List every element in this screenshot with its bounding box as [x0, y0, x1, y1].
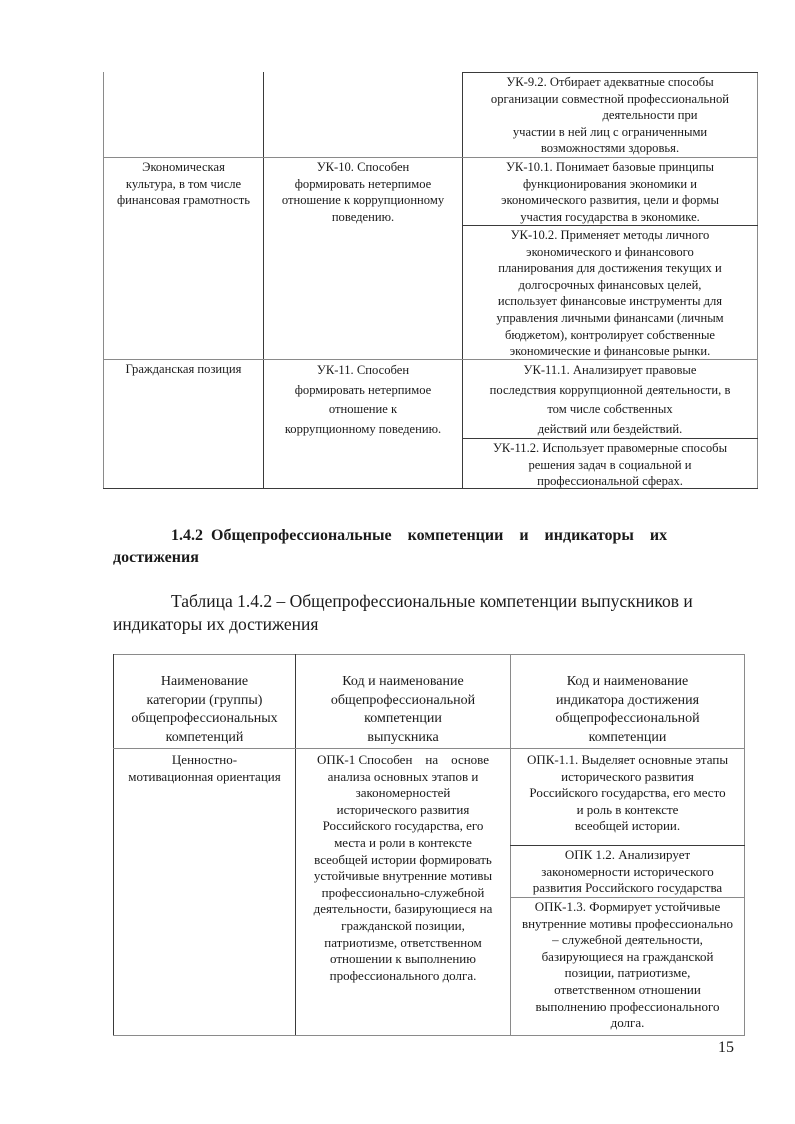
cell-text: УК-10. Способен — [316, 160, 410, 174]
cell-text: деятельности, базирующиеся на — [313, 901, 493, 917]
cell-text: том числе собственных — [547, 402, 673, 416]
cell-text: Российского государства, его — [322, 818, 484, 834]
caption-text: Таблица 1.4.2 – Общепрофессиональные компетенции выпускников и — [171, 591, 693, 611]
category-cell — [114, 751, 295, 785]
cell-text: экономические и финансовые рынки. — [509, 344, 711, 359]
competence-cell — [264, 158, 462, 225]
table-border-top — [113, 654, 745, 655]
cell-text: всеобщей истории формировать — [314, 851, 492, 867]
cell-text: отношении к выполнению — [330, 951, 476, 967]
cell-text: патриотизме, ответственном — [324, 934, 482, 950]
cell-text: УК-10.2. Применяет методы личного — [510, 228, 710, 242]
section-heading — [113, 525, 735, 569]
category-cell — [104, 360, 263, 378]
cell-text: формировать нетерпимое — [294, 382, 432, 397]
cell-text: участии в ней лиц с ограниченными — [512, 124, 708, 139]
cell-text: Экономическая — [142, 160, 225, 174]
cell-text: экономического развития, цели и формы — [501, 193, 719, 208]
cell-text: места и роли в контексте — [334, 834, 472, 850]
cell-text: гражданской позиции, — [341, 917, 465, 933]
cell-text: Российского государства, его место — [529, 785, 726, 801]
cell-text: УК-10.1. Понимает базовые принципы — [506, 160, 714, 174]
header-text: компетенции — [364, 711, 442, 726]
cell-text: УК-9.2. Отбирает адекватные способы — [506, 75, 714, 89]
header-text: Код и наименование — [566, 674, 689, 689]
cell-text: решения задач в социальной и — [528, 457, 692, 472]
cell-text: ОПК-1.3. Формирует устойчивые — [534, 899, 721, 914]
cell-text: анализа основных этапов и — [327, 768, 479, 784]
cell-text: и роль в контексте — [576, 801, 679, 817]
header-text: общепрофессиональной — [330, 692, 476, 708]
column-header — [296, 672, 510, 747]
cell-text: Гражданская позиция — [125, 362, 242, 376]
cell-text: экономического и финансового — [526, 244, 694, 259]
cell-text: внутренние мотивы профессионально — [521, 915, 734, 931]
category-cell — [104, 158, 263, 209]
cell-text: мотивационная ориентация — [128, 768, 281, 784]
header-text: общепрофессиональной — [555, 711, 700, 726]
cell-text: коррупционному поведению. — [284, 421, 442, 436]
header-text: Наименование — [160, 674, 249, 689]
cell-text: Ценностно- — [171, 752, 238, 767]
heading-text: достижения — [113, 549, 199, 566]
header-text: выпускника — [367, 729, 439, 745]
cell-text: профессионального долга. — [329, 967, 477, 983]
cell-text: последствия коррупционной деятельности, в — [489, 382, 731, 397]
header-text: индикатора достижения — [555, 692, 700, 708]
header-text: Код и наименование — [342, 674, 464, 689]
heading-text: 1.4.2 Общепрофессиональные компетенции и индикаторы их — [171, 527, 668, 544]
header-divider — [113, 748, 745, 749]
cell-text: закономерностей — [355, 785, 451, 801]
cell-text: ОПК-1 Способен на основе — [316, 752, 490, 767]
caption-text: индикаторы их достижения — [113, 614, 319, 634]
cell-text: профессионально-служебной — [321, 884, 485, 900]
cell-text: развития Российского государства — [532, 880, 723, 896]
indicator-cell — [463, 158, 757, 225]
header-text: компетенции — [588, 729, 667, 745]
cell-text: организации совместной профессиональной — [490, 91, 730, 106]
column-header — [114, 672, 295, 747]
cell-text: УК-11. Способен — [316, 363, 410, 377]
cell-text: исторического развития — [561, 768, 694, 784]
cell-text: деятельности при — [602, 108, 698, 123]
cell-text: профессиональной сферах. — [537, 474, 683, 489]
cell-text: культура, в том числе — [125, 176, 242, 191]
table-border-left — [103, 72, 104, 489]
indicator-cell — [511, 846, 744, 897]
cell-text: отношение к коррупционному — [281, 193, 445, 208]
cell-text: УК-11.1. Анализирует правовые — [523, 363, 697, 377]
cell-text: долга. — [610, 1015, 645, 1031]
cell-text: выполнению профессионального — [535, 998, 720, 1014]
cell-text: исторического развития — [336, 801, 470, 817]
cell-text: – служебной деятельности, — [552, 932, 703, 948]
indicator-cell — [511, 898, 744, 1032]
indicator-cell — [463, 226, 757, 360]
cell-text: долгосрочных финансовых целей, — [518, 277, 702, 292]
indicator-cell — [463, 360, 757, 439]
cell-text: планирования для достижения текущих и — [498, 261, 722, 276]
indicator-cell — [463, 73, 757, 157]
header-text: категории (группы) — [146, 692, 263, 708]
cell-text: участия государства в экономике. — [520, 209, 700, 224]
cell-text: закономерности исторического — [541, 863, 714, 879]
cell-text: финансовая грамотность — [116, 193, 250, 208]
cell-text: базирующиеся на гражданской — [541, 948, 714, 964]
cell-text: формировать нетерпимое — [294, 176, 432, 191]
column-header — [511, 672, 744, 747]
table-border-right — [757, 72, 758, 489]
cell-text: позиции, патриотизме, — [564, 965, 691, 981]
header-text: компетенций — [165, 729, 244, 745]
competence-cell — [296, 751, 510, 984]
cell-text: управления личными финансами (личным — [496, 310, 724, 325]
competence-cell — [264, 360, 462, 439]
header-text: общепрофессиональных — [131, 711, 278, 726]
cell-text: ОПК 1.2. Анализирует — [564, 847, 691, 862]
cell-text: возможностями здоровья. — [540, 141, 680, 156]
cell-text: устойчивые внутренние мотивы — [313, 868, 493, 884]
cell-text: функционирования экономики и — [522, 176, 698, 191]
cell-text: ОПК-1.1. Выделяет основные этапы — [526, 752, 729, 767]
page-number: 15 — [718, 1039, 734, 1056]
cell-text: использует финансовые инструменты для — [497, 294, 723, 309]
cell-text: отношение к — [328, 402, 398, 416]
cell-text: ответственном отношении — [554, 981, 701, 997]
indicator-cell — [511, 751, 744, 835]
indicator-cell — [463, 439, 757, 490]
cell-text: УК-11.2. Использует правомерные способы — [492, 441, 728, 455]
cell-text: всеобщей истории. — [574, 818, 681, 834]
cell-text: действий или бездействий. — [537, 421, 683, 436]
cell-text: поведению. — [331, 209, 395, 224]
cell-text: бюджетом), контролирует собственные — [504, 327, 716, 342]
table-caption — [113, 590, 753, 636]
table-border-bottom — [113, 1035, 745, 1036]
